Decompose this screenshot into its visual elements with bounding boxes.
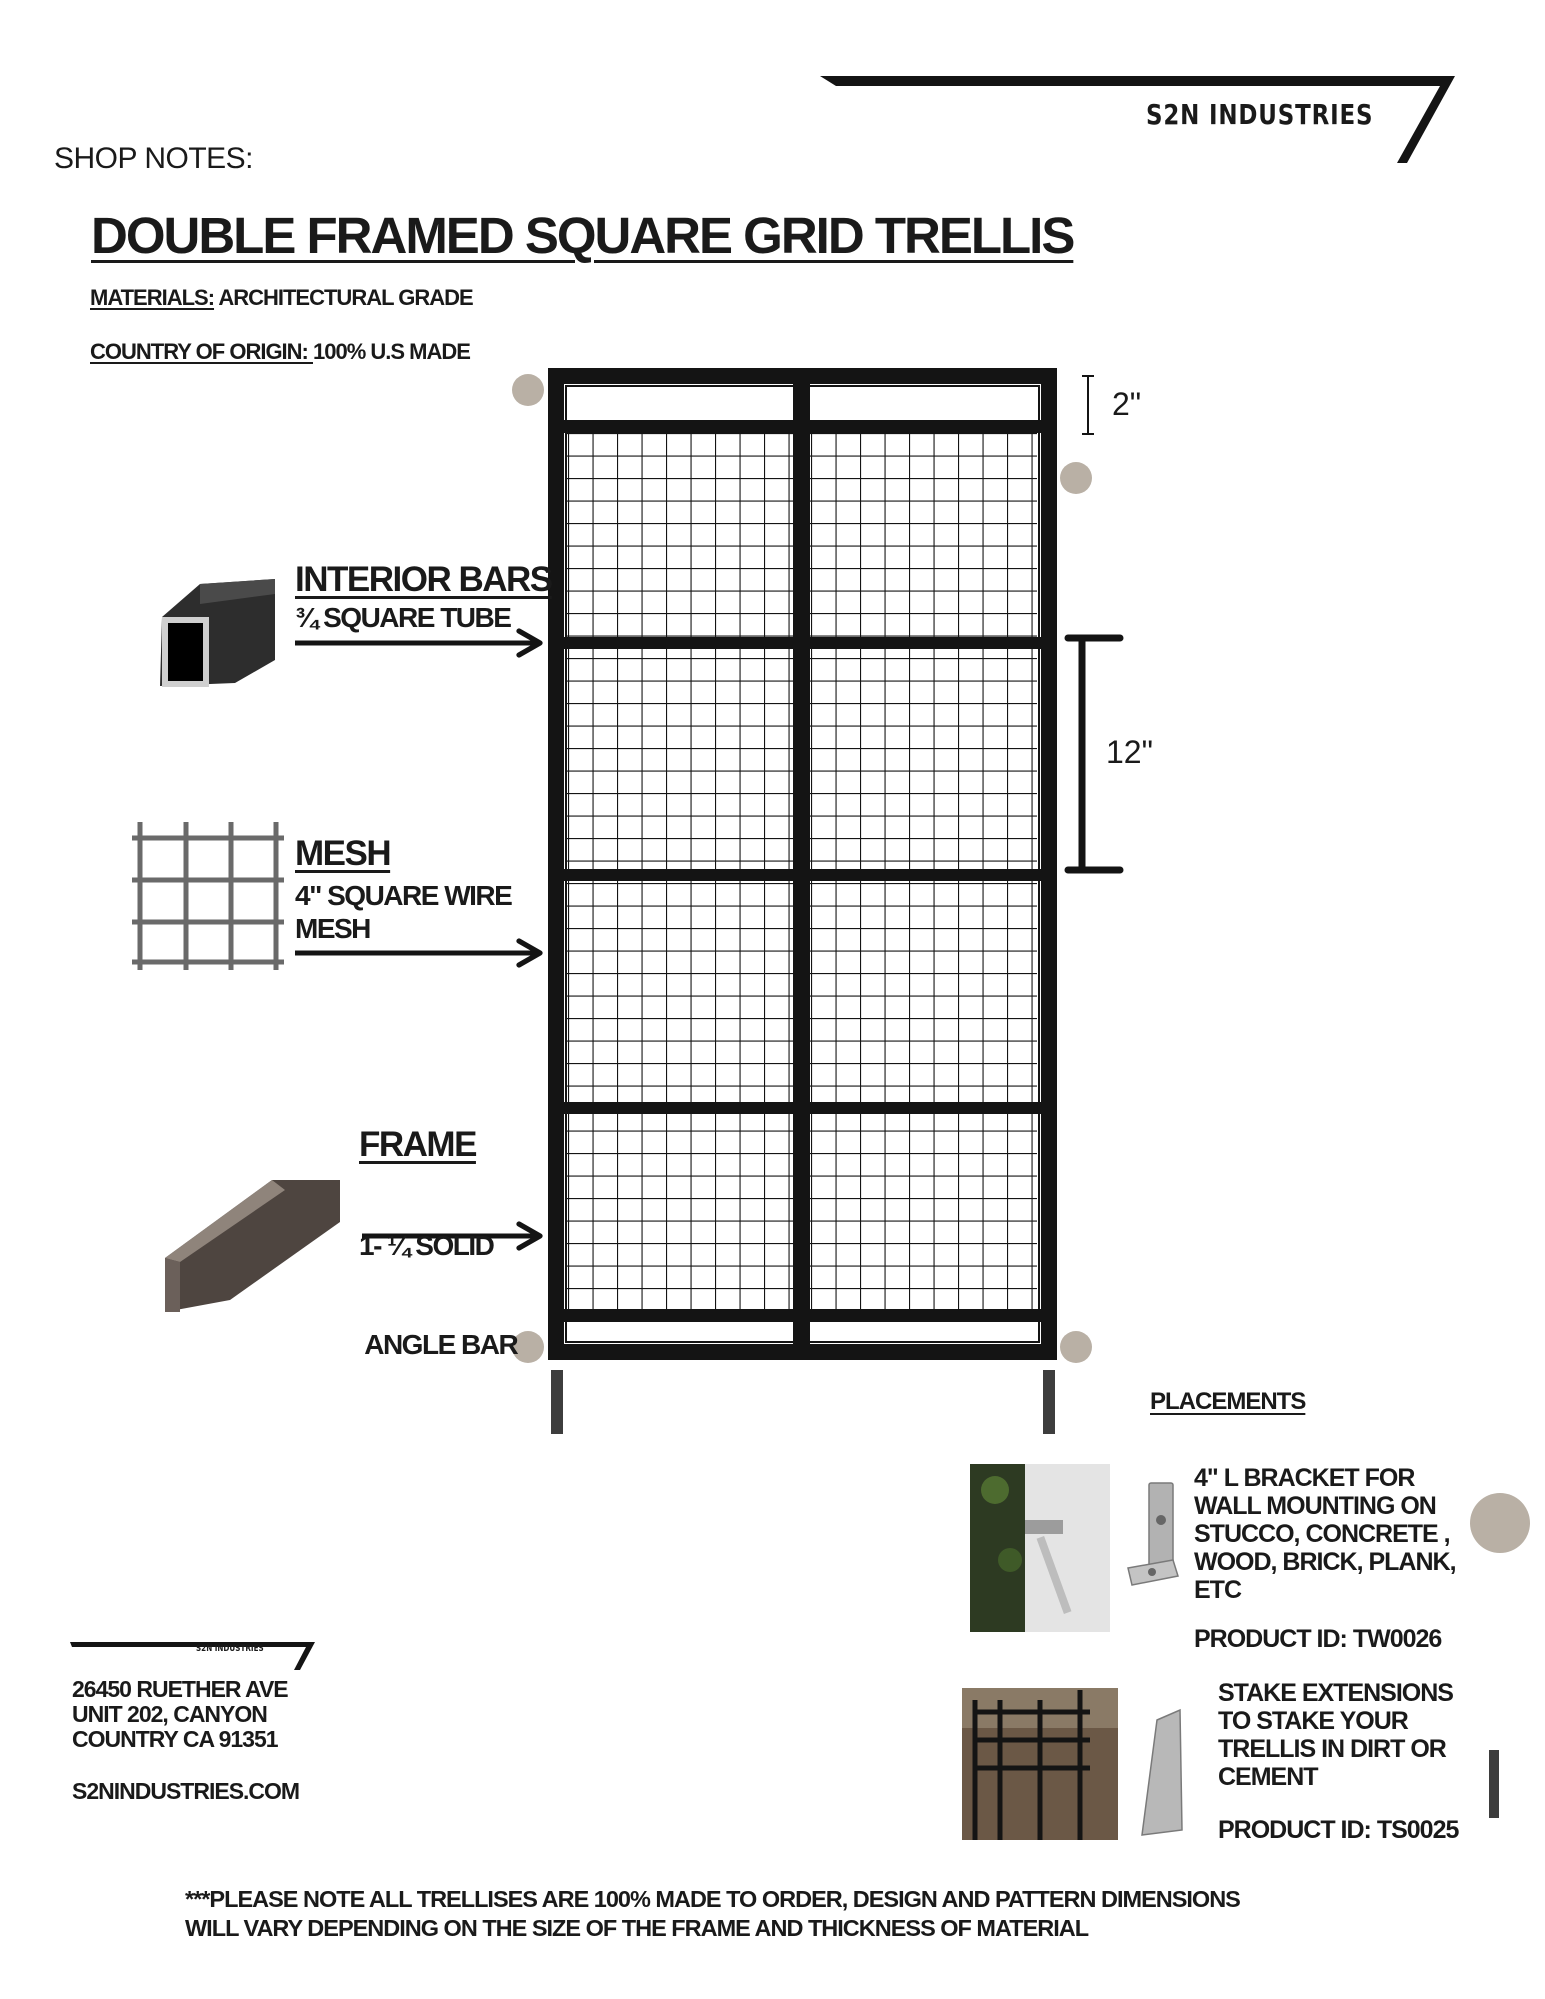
- page-title: DOUBLE FRAMED SQUARE GRID TRELLIS: [91, 207, 1074, 264]
- right-stake: [1043, 1370, 1055, 1434]
- mesh-desc: [295, 879, 511, 945]
- left-stake: [551, 1370, 563, 1434]
- mesh-desc-line1: 4" SQUARE WIRE: [295, 880, 512, 911]
- address-line-2: UNIT 202, CANYON: [72, 1701, 267, 1727]
- frame-desc-line1: 1- ¼ SOLID: [359, 1230, 494, 1261]
- stake-product-id: PRODUCT ID: TS0025: [1218, 1816, 1459, 1844]
- side-bar-mark: [1489, 1750, 1499, 1818]
- center-bar: [793, 376, 810, 1352]
- interior-bars-title: INTERIOR BARS: [295, 560, 552, 599]
- header-brand-name: S2N INDUSTRIES: [1146, 98, 1374, 131]
- accent-dot: [1060, 462, 1092, 494]
- accent-dot: [1470, 1493, 1530, 1553]
- origin-value: 100% U.S MADE: [313, 339, 470, 364]
- stake-description: STAKE EXTENSIONS TO STAKE YOUR TRELLIS IN DIRT OR CEMENT: [1218, 1679, 1453, 1791]
- footer-note-line-1: ***PLEASE NOTE ALL TRELLISES ARE 100% MADE TO ORDER, DESIGN AND PATTERN DIMENSIONS: [185, 1886, 1240, 1912]
- address-line-1: 26450 RUETHER AVE: [72, 1676, 288, 1702]
- dimension-2in-label: 2": [1112, 386, 1142, 422]
- square-tube-image: [160, 579, 275, 687]
- footer-brand-name: S2N INDUSTRIES: [196, 1644, 264, 1654]
- bracket-product-image: [1128, 1483, 1178, 1585]
- bracket-description: 4" L BRACKET FOR WALL MOUNTING ON STUCCO, CONCRETE , WOOD, BRICK, PLANK, ETC: [1194, 1464, 1456, 1604]
- frame-desc-line2: ANGLE BAR: [359, 1329, 518, 1360]
- placements-heading: PLACEMENTS: [1150, 1388, 1306, 1415]
- mesh-title: MESH: [295, 834, 391, 873]
- footer-note-line-2: WILL VARY DEPENDING ON THE SIZE OF THE FRAME AND THICKNESS OF MATERIAL: [185, 1915, 1089, 1941]
- bracket-photo: [970, 1464, 1110, 1632]
- wire-mesh-image: [132, 822, 284, 970]
- stake-photo: [962, 1688, 1118, 1840]
- materials-value: ARCHITECTURAL GRADE: [214, 285, 473, 310]
- footer-note: [185, 1885, 1240, 1943]
- footer-website: S2NINDUSTRIES.COM: [72, 1778, 300, 1804]
- address-line-3: COUNTRY CA 91351: [72, 1726, 278, 1752]
- mesh-desc-line2: MESH: [295, 913, 370, 944]
- frame-title: FRAME: [359, 1125, 476, 1164]
- bracket-product-id: PRODUCT ID: TW0026: [1194, 1625, 1442, 1653]
- interior-bars-desc: ¾ SQUARE TUBE: [295, 602, 511, 633]
- origin-label: COUNTRY OF ORIGIN:: [90, 339, 313, 364]
- accent-dot: [1060, 1331, 1092, 1363]
- footer-brand-bar: [70, 1642, 315, 1670]
- materials-label: MATERIALS:: [90, 285, 215, 310]
- angle-bar-image: [165, 1180, 340, 1312]
- stake-product-image: [1142, 1710, 1182, 1835]
- dimension-2in-marker: [1082, 376, 1094, 434]
- shop-notes-label: SHOP NOTES:: [54, 142, 253, 175]
- accent-dot: [512, 374, 544, 406]
- dimension-12in-label: 12": [1106, 734, 1153, 770]
- footer-address: [72, 1677, 288, 1752]
- frame-desc: [359, 1163, 517, 1394]
